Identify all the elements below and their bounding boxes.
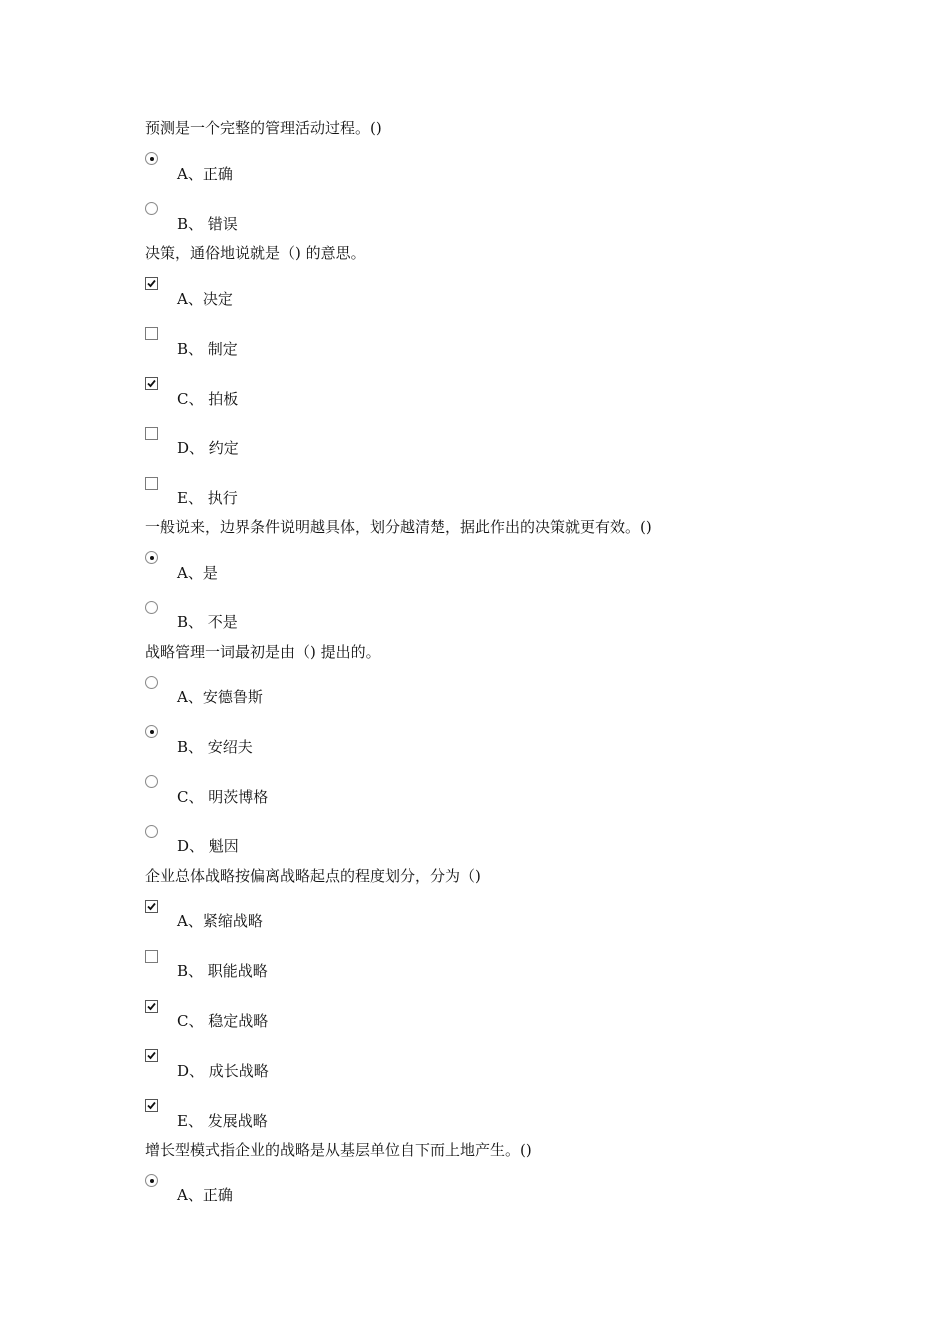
q2-option-b-label: B、 制定 — [177, 340, 238, 358]
q4-option-a-radio[interactable] — [145, 676, 158, 689]
q5-option-d-checkbox[interactable] — [145, 1049, 158, 1062]
q5-option-e-checkbox[interactable] — [145, 1099, 158, 1112]
q2-option-e-label: E、 执行 — [177, 489, 238, 507]
q1-option-a-radio[interactable] — [145, 152, 158, 165]
q5-option-a-checkbox[interactable] — [145, 900, 158, 913]
q4-option-b-radio[interactable] — [145, 725, 158, 738]
q2-option-a-label: A、决定 — [177, 290, 233, 308]
q5-option-c-label: C、 稳定战略 — [177, 1012, 269, 1030]
q6-option-a-label: A、正确 — [177, 1186, 233, 1204]
q1-option-b-radio[interactable] — [145, 202, 158, 215]
q2-option-c-checkbox[interactable] — [145, 377, 158, 390]
q5-option-c-checkbox[interactable] — [145, 1000, 158, 1013]
question-6-text: 增长型模式指企业的战略是从基层单位自下而上地产生。() — [145, 1141, 532, 1159]
q2-option-d-label: D、 约定 — [177, 439, 239, 457]
q2-option-e-checkbox[interactable] — [145, 477, 158, 490]
q6-option-a-radio[interactable] — [145, 1174, 158, 1187]
q2-option-d-checkbox[interactable] — [145, 427, 158, 440]
q1-option-b-label: B、 错误 — [177, 215, 238, 233]
q3-option-a-label: A、是 — [177, 564, 218, 582]
q2-option-b-checkbox[interactable] — [145, 327, 158, 340]
q4-option-d-label: D、 魁因 — [177, 837, 239, 855]
q3-option-a-radio[interactable] — [145, 551, 158, 564]
q5-option-a-label: A、紧缩战略 — [177, 912, 263, 930]
q4-option-a-label: A、安德鲁斯 — [177, 688, 263, 706]
q4-option-b-label: B、 安绍夫 — [177, 738, 253, 756]
q2-option-c-label: C、 拍板 — [177, 390, 239, 408]
q3-option-b-radio[interactable] — [145, 601, 158, 614]
q5-option-b-label: B、 职能战略 — [177, 962, 268, 980]
q5-option-b-checkbox[interactable] — [145, 950, 158, 963]
q2-option-a-checkbox[interactable] — [145, 277, 158, 290]
q4-option-c-radio[interactable] — [145, 775, 158, 788]
question-5-text: 企业总体战略按偏离战略起点的程度划分，分为（) — [145, 867, 481, 885]
question-3-text: 一般说来，边界条件说明越具体，划分越清楚，据此作出的决策就更有效。() — [145, 518, 652, 536]
q5-option-d-label: D、 成长战略 — [177, 1062, 269, 1080]
q4-option-c-label: C、 明茨博格 — [177, 788, 269, 806]
q5-option-e-label: E、 发展战略 — [177, 1112, 268, 1130]
q3-option-b-label: B、 不是 — [177, 613, 238, 631]
q4-option-d-radio[interactable] — [145, 825, 158, 838]
q1-option-a-label: A、正确 — [177, 165, 233, 183]
question-1-text: 预测是一个完整的管理活动过程。() — [145, 119, 382, 137]
question-4-text: 战略管理一词最初是由（) 提出的。 — [145, 643, 381, 661]
question-2-text: 决策，通俗地说就是（) 的意思。 — [145, 244, 366, 262]
